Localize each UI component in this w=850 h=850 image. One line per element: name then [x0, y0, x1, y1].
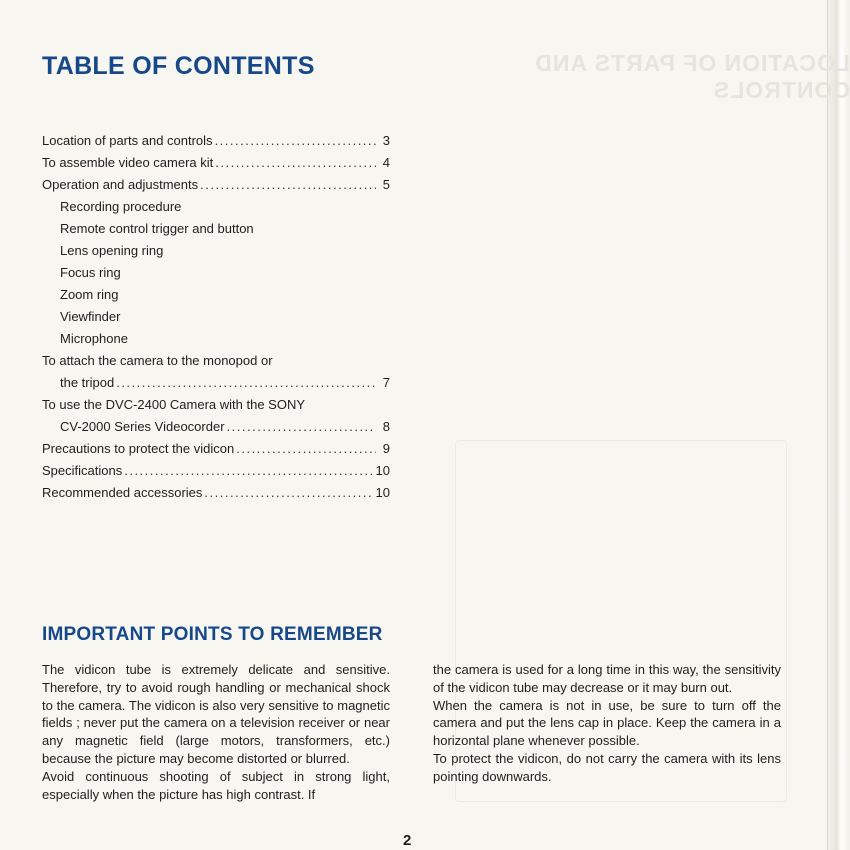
toc-item-specifications[interactable]: [42, 460, 390, 482]
toc-page-number: 10: [375, 463, 390, 478]
toc-subitem-label: Viewfinder: [60, 309, 121, 324]
body-paragraph: When the camera is not in use, be sure to turn off the camera and put the lens cap in place. Keep the camera in a horizontal plane whenever possible.: [433, 697, 781, 749]
toc-item-label: To attach the camera to the monopod or: [42, 353, 273, 368]
toc-page-number: 4: [382, 155, 390, 170]
toc-page-number: 5: [382, 177, 390, 192]
toc-item-label: Location of parts and controls: [42, 133, 213, 148]
toc-subitem-label: Lens opening ring: [60, 243, 164, 258]
toc-subitem-label: Microphone: [60, 331, 128, 346]
toc-item-monopod[interactable]: [42, 350, 390, 394]
toc-item-label: Specifications: [42, 463, 123, 478]
toc-subitem-microphone[interactable]: [42, 328, 390, 350]
toc-page-number: 9: [382, 441, 390, 456]
toc-page-number: 7: [382, 375, 390, 390]
toc-item-label: To use the DVC-2400 Camera with the SONY: [42, 397, 306, 412]
toc-item-label: Precautions to protect the vidicon: [42, 441, 235, 456]
toc-page-number: 10: [375, 485, 390, 500]
body-paragraph: The vidicon tube is extremely delicate and sensitive. Therefore, try to avoid rough handling or mechanical shock to the camera. The vidicon is also very sensitive to magnetic fields ; never put the camera on a television receiver or near any magnetic field (large motors, transformers, etc.) because the picture may become distorted or blurred.: [42, 662, 390, 766]
toc-item-precautions[interactable]: [42, 438, 390, 460]
body-paragraph: the camera is used for a long time in this way, the sensitivity of the vidicon tube may decrease or it may burn out.: [433, 662, 781, 695]
body-paragraph: Avoid continuous shooting of subject in strong light, especially when the picture has high contrast. If: [42, 768, 390, 802]
toc-item-location[interactable]: [42, 130, 390, 152]
toc-item-label: Recommended accessories: [42, 485, 203, 500]
toc-subitem-lens-opening[interactable]: [42, 240, 390, 262]
toc-leader: [204, 482, 371, 504]
toc-item-label: Operation and adjustments: [42, 177, 199, 192]
toc-item-accessories[interactable]: [42, 482, 390, 504]
toc-leader: [116, 372, 376, 394]
toc-subitem-label: Recording procedure: [60, 199, 182, 214]
toc-leader: [236, 438, 376, 460]
bleed-through-text: LOCATION OF PARTS AND CONTROLS: [534, 50, 850, 103]
toc-leader: [124, 460, 371, 482]
toc-item-sony[interactable]: [42, 394, 390, 438]
toc-leader: [215, 152, 376, 174]
body-column-right: [433, 661, 781, 786]
toc-subitem-zoom[interactable]: [42, 284, 390, 306]
toc-leader: [215, 130, 376, 152]
page-edge: [827, 0, 850, 850]
toc-page-number: 3: [382, 133, 390, 148]
toc-leader: [200, 174, 376, 196]
body-paragraph: To protect the vidicon, do not carry the camera with its lens pointing downwards.: [433, 750, 781, 784]
toc-subitem-recording[interactable]: [42, 196, 390, 218]
section-heading: IMPORTANT POINTS TO REMEMBER: [42, 624, 383, 645]
table-of-contents: [42, 130, 390, 504]
toc-item-label-cont: the tripod: [60, 375, 115, 390]
page-title: TABLE OF CONTENTS: [42, 52, 315, 80]
toc-item-assemble[interactable]: [42, 152, 390, 174]
body-column-left: [42, 661, 390, 803]
toc-subitem-label: Focus ring: [60, 265, 121, 280]
toc-subitem-viewfinder[interactable]: [42, 306, 390, 328]
toc-subitem-label: Zoom ring: [60, 287, 119, 302]
toc-page-number: 8: [382, 419, 390, 434]
toc-leader: [227, 416, 376, 438]
page-number: 2: [403, 832, 412, 849]
toc-subitem-label: Remote control trigger and button: [60, 221, 254, 236]
toc-item-label: To assemble video camera kit: [42, 155, 214, 170]
toc-subitem-remote-control[interactable]: [42, 218, 390, 240]
toc-subitem-focus[interactable]: [42, 262, 390, 284]
toc-item-label-cont: CV-2000 Series Videocorder: [60, 419, 225, 434]
toc-item-operation[interactable]: [42, 174, 390, 196]
